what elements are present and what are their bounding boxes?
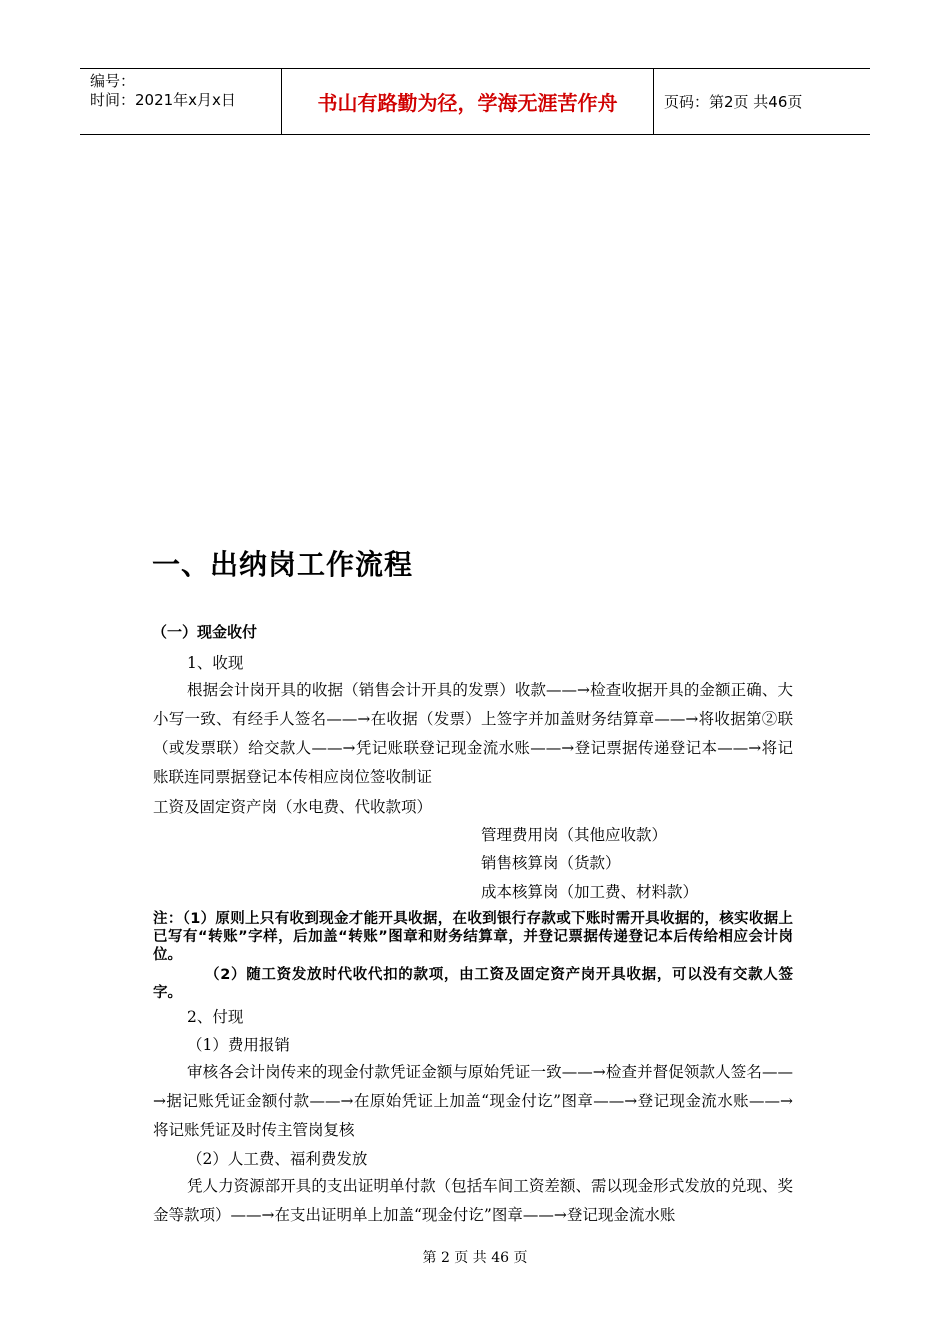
note-1: 注：（1）原则上只有收到现金才能开具收据，在收到银行存款或下账时需开具收据的，核实收据上已写有“转账”字样，后加盖“转账”图章和财务结算章，并登记票据传递登记本后传给相应会计岗位。 bbox=[153, 911, 793, 963]
dept-admin-expense: 管理费用岗（其他应收款） bbox=[481, 826, 668, 844]
time-label: 时间：2021年x月x日 bbox=[90, 91, 236, 109]
dept-sales: 销售核算岗（货款） bbox=[481, 854, 621, 872]
subheading-expense-reimbursement: （1）费用报销 bbox=[187, 1036, 290, 1054]
section-heading: （一）现金收付 bbox=[152, 623, 258, 641]
paragraph-expense-flow: 审核各会计岗传来的现金付款凭证金额与原始凭证一致——→检查并督促领款人签名——→据记账凭证金额付款——→在原始凭证上加盖“现金付讫”图章——→登记现金流水账——→将记账凭证及时传主管岗复核 bbox=[153, 1063, 793, 1139]
header-motto: 书山有路勤为径，学海无涯苦作舟 bbox=[281, 69, 654, 134]
paragraph-receive-flow: 根据会计岗开具的收据（销售会计开具的发票）收款——→检查收据开具的金额正确、大小写一致、有经手人签名——→在收据（发票）上签字并加盖财务结算章——→将收据第②联（或发票联）给交款人——→凭记账联登记现金流水账——→登记票据传递登记本——→将记账联连同票据登记本传相应岗位签收制证 bbox=[153, 681, 793, 786]
page-footer: 第 2 页 共 46 页 bbox=[422, 1250, 528, 1266]
note-2: （2）随工资发放时代收代扣的款项，由工资及固定资产岗开具收据，可以没有交款人签字。 bbox=[153, 967, 793, 1001]
number-label: 编号： bbox=[90, 72, 136, 90]
page-title: 一、出纳岗工作流程 bbox=[152, 548, 414, 581]
dept-cost: 成本核算岗（加工费、材料款） bbox=[481, 883, 699, 901]
subheading-labor-welfare: （2）人工费、福利费发放 bbox=[187, 1150, 368, 1168]
page-header bbox=[80, 68, 870, 135]
subheading-receive: 1、收现 bbox=[187, 654, 244, 672]
header-meta bbox=[80, 69, 281, 134]
dept-payroll-assets: 工资及固定资产岗（水电费、代收款项） bbox=[153, 798, 433, 816]
subheading-pay: 2、付现 bbox=[187, 1008, 244, 1026]
header-page-code: 页码：第2页 共46页 bbox=[664, 93, 803, 111]
paragraph-labor-flow: 凭人力资源部开具的支出证明单付款（包括车间工资差额、需以现金形式发放的兑现、奖金等款项）——→在支出证明单上加盖“现金付讫”图章——→登记现金流水账 bbox=[153, 1177, 793, 1224]
